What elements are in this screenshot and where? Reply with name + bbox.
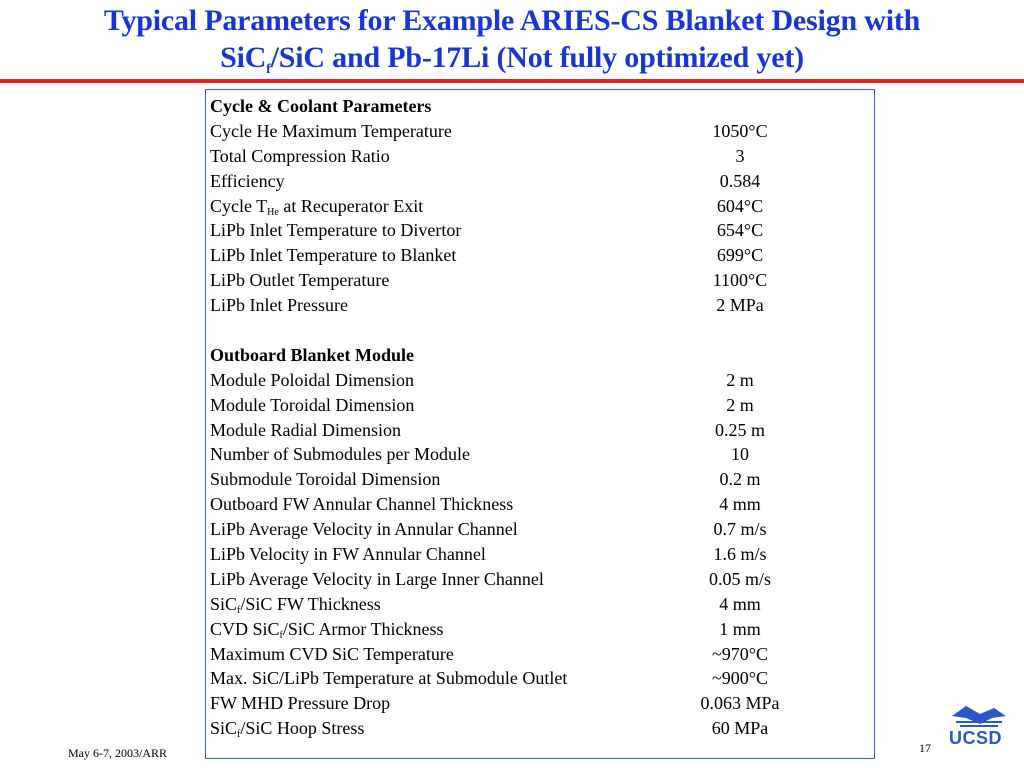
parameter-label-subscript: f bbox=[237, 729, 241, 741]
parameter-value: 1 mm bbox=[719, 618, 761, 639]
parameter-label-part-b: at Recuperator Exit bbox=[278, 195, 424, 216]
footer-date: May 6-7, 2003/ARR bbox=[68, 746, 167, 760]
parameter-label bbox=[210, 592, 381, 617]
parameter-label: LiPb Inlet Temperature to Divertor bbox=[210, 220, 462, 241]
table-row bbox=[210, 218, 870, 243]
parameter-label-part-b: /SiC Hoop Stress bbox=[240, 718, 365, 739]
parameter-value: 0.25 m bbox=[714, 419, 765, 440]
parameter-value: 0.2 m bbox=[719, 469, 761, 490]
table-row bbox=[210, 144, 870, 169]
parameter-label: Total Compression Ratio bbox=[210, 145, 390, 166]
parameter-label: LiPb Average Velocity in Large Inner Channel bbox=[210, 568, 544, 589]
parameter-value: 60 MPa bbox=[711, 718, 769, 739]
table-row bbox=[210, 691, 870, 716]
parameter-label: LiPb Average Velocity in Annular Channel bbox=[210, 519, 518, 540]
table-row bbox=[210, 492, 870, 517]
parameter-label: Submodule Toroidal Dimension bbox=[210, 469, 441, 490]
parameter-label-part-a: Cycle T bbox=[210, 195, 268, 216]
parameter-label-subscript: f bbox=[279, 629, 283, 641]
table-row bbox=[210, 119, 870, 144]
parameter-label: LiPb Outlet Temperature bbox=[210, 270, 390, 291]
parameter-value: 2 MPa bbox=[716, 295, 764, 316]
parameter-value: 1100°C bbox=[712, 270, 768, 291]
parameter-label bbox=[210, 716, 364, 741]
ucsd-logo-text: UCSD bbox=[949, 728, 1003, 748]
page-number: 17 bbox=[919, 741, 931, 755]
parameter-value: ~970°C bbox=[712, 643, 768, 664]
table-row bbox=[210, 293, 870, 318]
parameter-label: LiPb Inlet Pressure bbox=[210, 295, 348, 316]
table-row bbox=[210, 592, 870, 617]
table-row bbox=[210, 617, 870, 642]
parameter-label: FW MHD Pressure Drop bbox=[210, 693, 391, 714]
parameter-label: Module Poloidal Dimension bbox=[210, 369, 414, 390]
parameter-label: LiPb Velocity in FW Annular Channel bbox=[210, 544, 486, 565]
parameter-label: Module Toroidal Dimension bbox=[210, 394, 415, 415]
title-text-part-b: /SiC and Pb-17Li (Not fully optimized yet) bbox=[270, 41, 804, 74]
table-row bbox=[210, 716, 870, 741]
parameter-value: 1050°C bbox=[712, 120, 768, 141]
table-row bbox=[210, 268, 870, 293]
parameter-label bbox=[210, 194, 423, 219]
table-row bbox=[210, 542, 870, 567]
parameter-value: 0.063 MPa bbox=[700, 693, 780, 714]
slide-title-line-2 bbox=[0, 39, 1024, 76]
parameter-value: 0.584 bbox=[719, 170, 761, 191]
parameter-value: 699°C bbox=[716, 245, 764, 266]
slide-title-line-1: Typical Parameters for Example ARIES-CS Blanket Design with bbox=[103, 4, 921, 37]
parameter-label-part-b: /SiC FW Thickness bbox=[240, 593, 381, 614]
slide-title bbox=[0, 2, 1024, 76]
parameter-label-subscript: He bbox=[267, 206, 279, 218]
table-row bbox=[210, 194, 870, 219]
parameter-value: 0.05 m/s bbox=[708, 568, 771, 589]
table-row bbox=[210, 169, 870, 194]
parameter-label-part-b: /SiC Armor Thickness bbox=[282, 618, 444, 639]
section-header-row bbox=[210, 343, 870, 368]
parameter-label: Efficiency bbox=[210, 170, 285, 191]
table-row bbox=[210, 393, 870, 418]
table-row bbox=[210, 243, 870, 268]
parameter-label: Module Radial Dimension bbox=[210, 419, 401, 440]
parameter-label: Outboard Blanket Module bbox=[210, 344, 415, 365]
parameter-value: 0.7 m/s bbox=[713, 519, 767, 540]
title-text-part-a: SiC bbox=[220, 41, 267, 74]
parameter-label bbox=[210, 617, 444, 642]
parameter-value: 1.6 m/s bbox=[713, 544, 767, 565]
parameter-value: 3 bbox=[735, 145, 745, 166]
table-row bbox=[210, 418, 870, 443]
parameter-label: LiPb Inlet Temperature to Blanket bbox=[210, 245, 457, 266]
parameter-value: ~900°C bbox=[712, 668, 768, 689]
spacer-row bbox=[210, 318, 870, 343]
parameter-label-part-a: SiC bbox=[210, 718, 238, 739]
table-row bbox=[210, 368, 870, 393]
parameter-label-part-a: SiC bbox=[210, 593, 238, 614]
parameters-table-rows bbox=[210, 94, 870, 741]
parameter-label-part-a: CVD SiC bbox=[210, 618, 280, 639]
parameter-value: 4 mm bbox=[719, 593, 761, 614]
table-row bbox=[210, 467, 870, 492]
parameter-value: 654°C bbox=[716, 220, 764, 241]
parameter-label: Maximum CVD SiC Temperature bbox=[210, 643, 454, 664]
parameter-value: 10 bbox=[731, 444, 749, 465]
parameter-value: 2 m bbox=[726, 369, 754, 390]
parameter-label-subscript: f bbox=[237, 604, 241, 616]
table-row bbox=[210, 666, 870, 691]
parameter-label: Cycle & Coolant Parameters bbox=[210, 96, 432, 116]
parameter-label: Number of Submodules per Module bbox=[210, 444, 470, 465]
table-row bbox=[210, 517, 870, 542]
table-row bbox=[210, 567, 870, 592]
parameter-value: 604°C bbox=[716, 195, 764, 216]
parameter-value: 2 m bbox=[726, 394, 754, 415]
parameter-label: Max. SiC/LiPb Temperature at Submodule Outlet bbox=[210, 668, 568, 689]
parameter-value: 4 mm bbox=[719, 494, 761, 515]
parameter-label: Outboard FW Annular Channel Thickness bbox=[210, 494, 514, 515]
parameter-label: Cycle He Maximum Temperature bbox=[210, 120, 452, 141]
title-divider bbox=[0, 79, 1024, 83]
table-row bbox=[210, 642, 870, 667]
parameters-table bbox=[205, 89, 875, 759]
table-row bbox=[210, 442, 870, 467]
title-subscript: f bbox=[266, 62, 271, 77]
section-header-row bbox=[210, 94, 870, 119]
